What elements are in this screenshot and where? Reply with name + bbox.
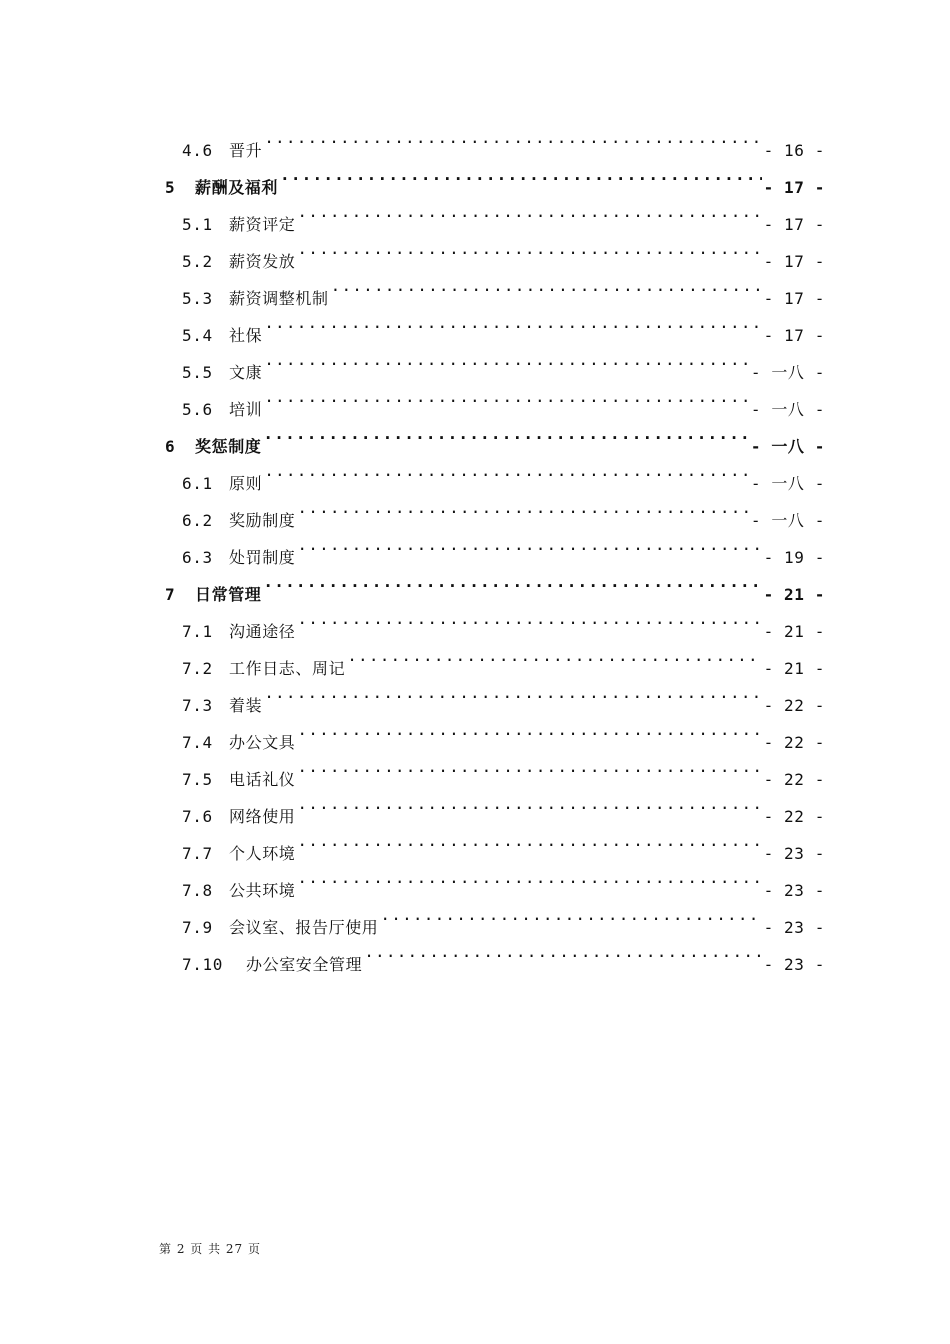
toc-entry-number: 5.4 <box>182 326 213 345</box>
toc-dot-leader <box>263 563 761 600</box>
toc-dot-leader <box>297 711 761 748</box>
toc-entry-title: 办公文具 <box>229 733 296 752</box>
toc-entry-title: 处罚制度 <box>229 548 296 567</box>
toc-dot-leader <box>297 748 761 785</box>
toc-entry-page: - 19 - <box>763 548 825 567</box>
toc-entry-title: 晋升 <box>229 141 263 160</box>
toc-entry-page: - 21 - <box>763 659 825 678</box>
toc-entry-page: - 22 - <box>763 733 825 752</box>
toc-entry-title: 沟通途径 <box>229 622 296 641</box>
toc-entry-number: 5.6 <box>182 400 213 419</box>
toc-entry-title: 薪资调整机制 <box>229 289 329 308</box>
toc-entry-number: 6 <box>165 437 176 456</box>
toc-entry[interactable] <box>165 563 825 604</box>
toc-entry[interactable] <box>165 489 825 530</box>
toc-entry-title: 奖惩制度 <box>195 437 262 456</box>
toc-entry[interactable] <box>165 600 825 641</box>
toc-entry-number: 7.7 <box>182 844 213 863</box>
toc-dot-leader <box>364 933 761 970</box>
toc-entry-page: - 一八 - <box>750 474 825 493</box>
toc-entry-number: 7.5 <box>182 770 213 789</box>
toc-dot-leader <box>264 452 749 489</box>
toc-entry-title: 个人环境 <box>229 844 296 863</box>
toc-entry-page: - 17 - <box>763 289 825 308</box>
toc-entry-title: 公共环境 <box>229 881 296 900</box>
toc-entry-page: - 22 - <box>763 770 825 789</box>
toc-entry-title: 会议室、报告厅使用 <box>229 918 379 937</box>
toc-dot-leader <box>263 415 748 452</box>
toc-entry-page: - 17 - <box>763 252 825 271</box>
toc-entry-page: - 16 - <box>763 141 825 160</box>
toc-entry-title: 薪资发放 <box>229 252 296 271</box>
toc-entry-title: 社保 <box>229 326 263 345</box>
toc-entry[interactable] <box>165 378 825 419</box>
toc-entry-page: - 23 - <box>763 881 825 900</box>
toc-entry-page: - 23 - <box>763 918 825 937</box>
toc-entry-title: 原则 <box>229 474 263 493</box>
toc-dot-leader <box>347 637 761 674</box>
toc-dot-leader <box>297 526 761 563</box>
toc-entry[interactable] <box>165 341 825 382</box>
toc-entry-title: 奖励制度 <box>229 511 296 530</box>
toc-dot-leader <box>297 785 761 822</box>
toc-entry-page: - 22 - <box>763 696 825 715</box>
toc-entry-title: 电话礼仪 <box>229 770 296 789</box>
toc-entry-title: 着装 <box>229 696 263 715</box>
toc-entry-page: - 21 - <box>763 622 825 641</box>
toc-entry-title: 工作日志、周记 <box>229 659 346 678</box>
toc-entry-page: - 23 - <box>763 955 825 974</box>
toc-entry-page: - 一八 - <box>750 437 825 456</box>
toc-dot-leader <box>264 378 749 415</box>
toc-dot-leader <box>297 859 761 896</box>
toc-entry-title: 薪资评定 <box>229 215 296 234</box>
page-footer: 第 2 页 共 27 页 <box>159 1242 261 1256</box>
toc-entry-number: 7 <box>165 585 176 604</box>
toc-dot-leader <box>280 156 762 193</box>
toc-entry-number: 5 <box>165 178 176 197</box>
toc-entry-page: - 一八 - <box>750 363 825 382</box>
toc-entry-page: - 17 - <box>763 215 825 234</box>
toc-entry-number: 7.6 <box>182 807 213 826</box>
toc-entry[interactable] <box>165 674 825 715</box>
toc-entry-number: 6.3 <box>182 548 213 567</box>
toc-entry[interactable] <box>165 711 825 752</box>
toc-entry-number: 7.2 <box>182 659 213 678</box>
toc-entry-number: 5.3 <box>182 289 213 308</box>
toc-entry[interactable] <box>165 452 825 493</box>
toc-entry[interactable] <box>165 304 825 345</box>
toc-entry-title: 培训 <box>229 400 263 419</box>
toc-entry-page: - 17 - <box>763 326 825 345</box>
toc-entry-number: 5.5 <box>182 363 213 382</box>
toc-dot-leader <box>297 489 748 526</box>
toc-entry[interactable] <box>165 415 825 456</box>
toc-entry-number: 6.1 <box>182 474 213 493</box>
toc-entry-number: 6.2 <box>182 511 213 530</box>
toc-entry-number: 5.2 <box>182 252 213 271</box>
toc-entry-page: - 23 - <box>763 844 825 863</box>
toc-entry-number: 7.4 <box>182 733 213 752</box>
toc-entry-title: 网络使用 <box>229 807 296 826</box>
toc-dot-leader <box>264 341 749 378</box>
toc-dot-leader <box>297 193 761 230</box>
toc-entry-number: 4.6 <box>182 141 213 160</box>
toc-dot-leader <box>297 600 761 637</box>
toc-entry-page: - 17 - <box>763 178 825 197</box>
toc-entry-title: 办公室安全管理 <box>246 955 363 974</box>
toc-entry-page: - 22 - <box>763 807 825 826</box>
toc-entry[interactable] <box>165 156 825 197</box>
toc-entry-page: - 一八 - <box>750 511 825 530</box>
toc-entry-number: 7.8 <box>182 881 213 900</box>
toc-dot-leader <box>297 230 761 267</box>
toc-entry-page: - 一八 - <box>750 400 825 419</box>
toc-dot-leader <box>264 674 761 711</box>
toc-entry-number: 7.1 <box>182 622 213 641</box>
toc-dot-leader <box>264 304 761 341</box>
toc-dot-leader <box>264 119 761 156</box>
toc-dot-leader <box>297 822 761 859</box>
toc-entry-title: 文康 <box>229 363 263 382</box>
toc-entry-title: 日常管理 <box>195 585 262 604</box>
toc-entry-number: 7.3 <box>182 696 213 715</box>
toc-entry-title: 薪酬及福利 <box>195 178 279 197</box>
toc-entry-number: 7.10 <box>182 955 223 974</box>
toc-dot-leader <box>380 896 761 933</box>
toc-dot-leader <box>331 267 762 304</box>
toc-entry-number: 5.1 <box>182 215 213 234</box>
toc-entry-number: 7.9 <box>182 918 213 937</box>
toc-entry-page: - 21 - <box>763 585 825 604</box>
table-of-contents <box>165 119 825 974</box>
toc-entry[interactable] <box>165 119 825 160</box>
